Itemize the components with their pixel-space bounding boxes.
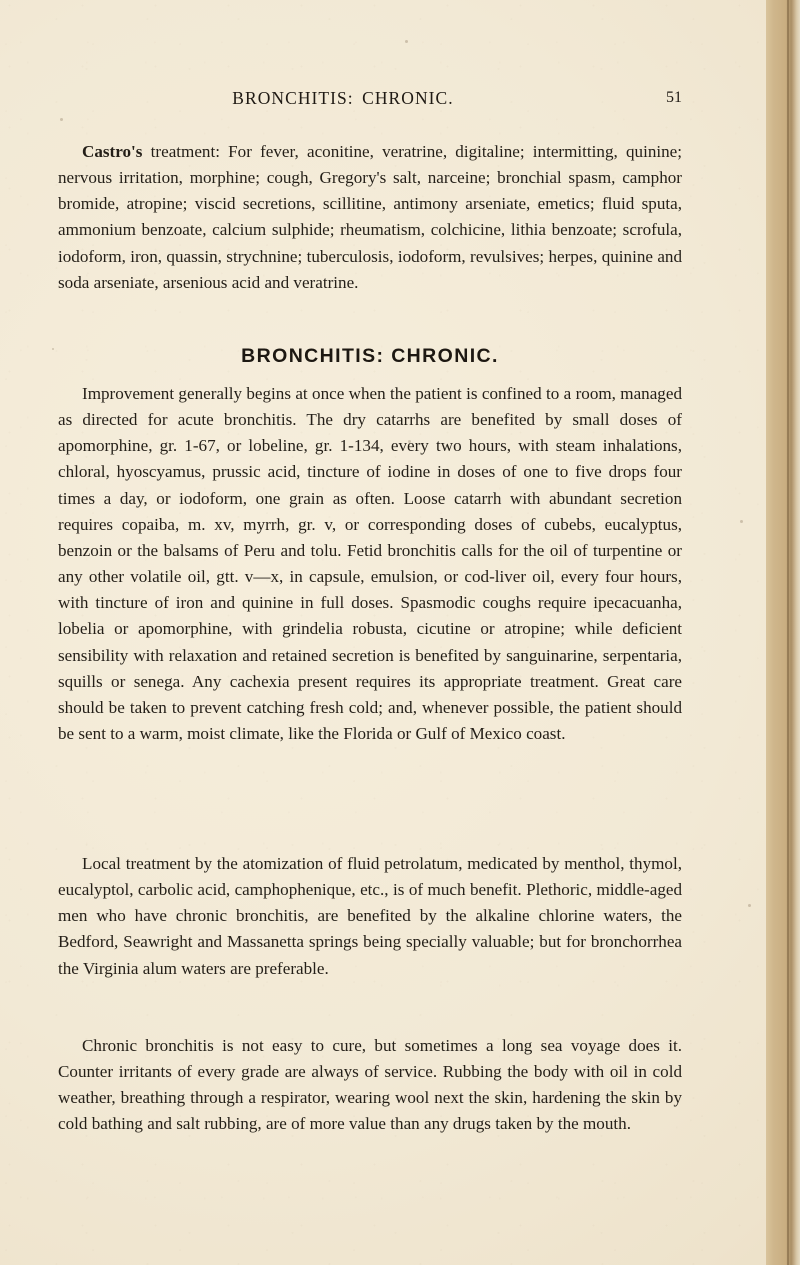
paragraph-castro-treatment	[58, 139, 682, 296]
running-head-title: BRONCHITIS: CHRONIC.	[232, 88, 454, 108]
paragraph-local-treatment: Local treatment by the atomization of fluid petrolatum, medicated by menthol, thymol, eucalyptol, carbolic acid, camphophenique, etc., is of much benefit. Plethoric, middle-aged men who have chronic bronchitis, are benefited by the alkaline chlorine waters, the Bedford, Seawright and Massanetta springs being specially valuable; but for bronchorrhea the Virginia alum waters are preferable.	[58, 854, 682, 978]
castro-lead-word: Castro's	[82, 142, 143, 161]
paragraph-chronic-bronchitis: Chronic bronchitis is not easy to cure, but sometimes a long sea voyage does it. Counter irritants of every grade are always of service. Rubbing the body with oil in cold weather, breathing through a respirator, wearing wool next the skin, hardening the skin by cold bathing and salt rubbing, are of more value than any drugs taken by the mouth.	[58, 1036, 682, 1134]
paragraph-improvement: Improvement generally begins at once when the patient is confined to a room, managed as directed for acute bronchitis. The dry catarrhs are benefited by small doses of apomorphine, gr. 1-67, or lobeline, gr. 1-134, every two hours, with steam inhalations, chloral, hyoscyamus, prussic acid, tincture of iodine in doses of one to five drops four times a day, or iodoform, one grain as often. Loose catarrh with abundant secretion requires copaiba, m. xv, myrrh, gr. v, or corresponding doses of cubebs, eucalyptus, benzoin or the balsams of Peru and tolu. Fetid bronchitis calls for the oil of turpentine or any other volatile oil, gtt. v—x, in capsule, emulsion, or cod-liver oil, every four hours, with tincture of iron and quinine in full doses. Spasmodic coughs require ipecacuanha, lobelia or apomorphine, with grindelia robusta, cicutine or atropine; while deficient sensibility with relaxation and retained secretion is benefited by sanguinarine, serpentaria, squills or senega. Any cachexia present requires its appropriate treatment. Great care should be taken to prevent catching fresh cold; and, whenever possible, the patient should be sent to a warm, moist climate, like the Florida or Gulf of Mexico coast.	[58, 384, 682, 744]
page-number: 51	[666, 89, 682, 106]
book-page-edge	[766, 0, 800, 1265]
section-heading: BRONCHITIS: CHRONIC.	[241, 345, 499, 367]
book-spine-shadow-line	[787, 0, 789, 1265]
running-head	[58, 88, 682, 112]
castro-paragraph-text: treatment: For fever, aconitine, veratrine, digitaline; intermitting, quinine; nervous irritation, morphine; cough, Gregory's salt, narceine; bronchial spasm, camphor bromide, atropine; viscid secretions, scillitine, antimony arseniate, emetics; fluid sputa, ammonium benzoate, calcium sulphide; rheumatism, colchicine, lithia benzoate; scrofula, iodoform, iron, quassin, strychnine; tuberculosis, iodoform, revulsives; herpes, quinine and soda arseniate, arsenious acid and veratrine.	[58, 142, 682, 292]
